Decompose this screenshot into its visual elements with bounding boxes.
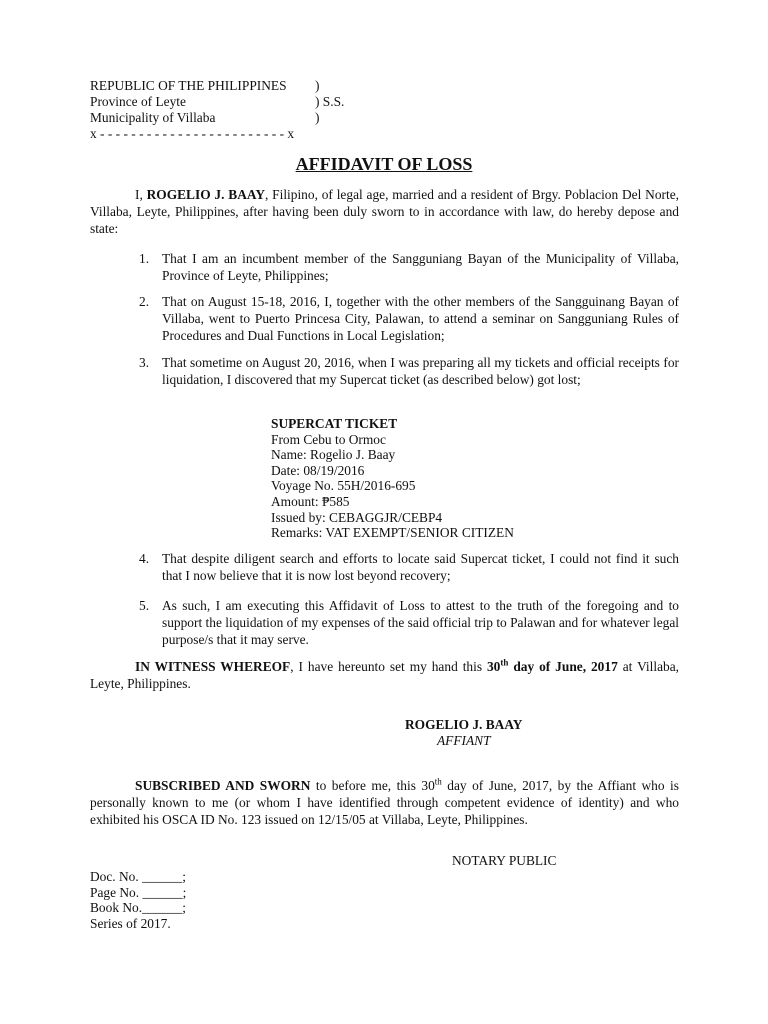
item-text: That I am an incumbent member of the Sangguniang Bayan of the Municipality of Villaba, Province of Leyte, Philippines; [162,251,679,283]
ticket-route: From Cebu to Ormoc [271,431,386,447]
item-number: 3. [139,355,150,370]
ticket-date: Date: 08/19/2016 [271,462,365,478]
book-number: Book No.______; [90,900,186,916]
case-caption [90,78,345,142]
document-title: AFFIDAVIT OF LOSS [295,154,473,174]
item-number: 2. [139,294,150,309]
jurat-day-suffix: th [434,776,442,787]
witness-mid: , I have hereunto set my hand this [290,659,487,674]
witness-paragraph [90,658,679,692]
ticket-issuer: Issued by: CEBAGGJR/CEBP4 [271,509,443,525]
caption-republic: REPUBLIC OF THE PHILIPPINES [90,78,287,93]
page-number: Page No. ______; [90,884,187,900]
caption-municipality: Municipality of Villaba [90,110,216,125]
intro-pre: I, [135,187,147,202]
item-number: 1. [139,251,150,266]
item-text: That sometime on August 20, 2016, when I was preparing all my tickets and official receipts for liquidation, I discovered that my Supercat ticket (as described below) got lost; [162,355,679,387]
affiant-name: ROGELIO J. BAAY [146,187,265,202]
notary-public-label: NOTARY PUBLIC [452,853,557,868]
jurat-rest: day of June, 2017, by the Affiant who is personally known to me (or whom I have identified through competent evidence of identity) and who exhibited his OSCA ID No. 123 issued on 12/15/05 at Villaba, Leyte, Philippines. [90,778,679,827]
jurat-mid: to before me, this 30 [310,778,435,793]
witness-day: 30 [486,659,501,674]
caption-mark-1: ) [315,78,320,93]
witness-lead: IN WITNESS WHEREOF [135,659,291,674]
ticket-heading: SUPERCAT TICKET [271,416,398,431]
statement-item-3 [139,354,679,388]
jurat-lead: SUBSCRIBED AND SWORN [135,778,311,793]
caption-mark-ss: ) S.S. [315,94,345,109]
statement-item-1 [139,250,679,284]
doc-number: Doc. No. ______; [90,869,186,884]
ticket-amount: Amount: ₱585 [271,493,350,509]
ticket-name: Name: Rogelio J. Baay [271,447,396,463]
signer-role: AFFIANT [437,733,491,748]
ticket-voyage: Voyage No. 55H/2016-695 [271,478,416,494]
series-year: Series of 2017. [90,915,171,931]
ticket-remarks: Remarks: VAT EXEMPT/SENIOR CITIZEN [271,525,514,541]
statement-item-4 [139,550,679,584]
caption-row-province [90,94,345,110]
statement-item-5 [139,597,679,648]
item-number: 4. [139,551,150,566]
jurat-paragraph [90,777,679,828]
caption-row-republic [90,78,320,94]
witness-tail: at Villaba, Leyte, Philippines. [90,659,680,691]
item-number: 5. [139,598,150,613]
caption-row-municipality [90,110,320,126]
caption-mark-3: ) [315,110,320,125]
notarial-register [90,869,186,931]
ticket-details [271,416,514,541]
item-text: That despite diligent search and efforts to locate said Supercat ticket, I could not find it such that I now believe that it is now lost beyond recovery; [162,551,679,583]
caption-province: Province of Leyte [90,94,186,109]
witness-day-suffix: th [500,657,509,668]
signature-block [405,717,522,749]
intro-paragraph [90,186,679,237]
intro-rest: , Filipino, of legal age, married and a resident of Brgy. Poblacion Del Norte, Villaba, Leyte, Philippines, after having been duly sworn to in accordance with law, do hereby depose and state: [90,187,679,236]
signer-name: ROGELIO J. BAAY [405,717,523,732]
item-text: As such, I am executing this Affidavit of Loss to attest to the truth of the foregoing and to support the liquidation of my expenses of the said official trip to Palawan and for whatever legal purpose/s that it may serve. [162,598,679,647]
witness-date: day of June, 2017 [508,659,618,674]
caption-rule: x - - - - - - - - - - - - - - - - - - - - - - - - x [90,126,295,141]
statement-item-2 [139,293,679,344]
item-text: That on August 15-18, 2016, I, together with the other members of the Sangguinang Bayan of Villaba, went to Puerto Princesa City, Palawan, to attend a seminar on Sangguniang Rules of Procedures and Dual Functions in Local Legislation; [162,294,679,343]
